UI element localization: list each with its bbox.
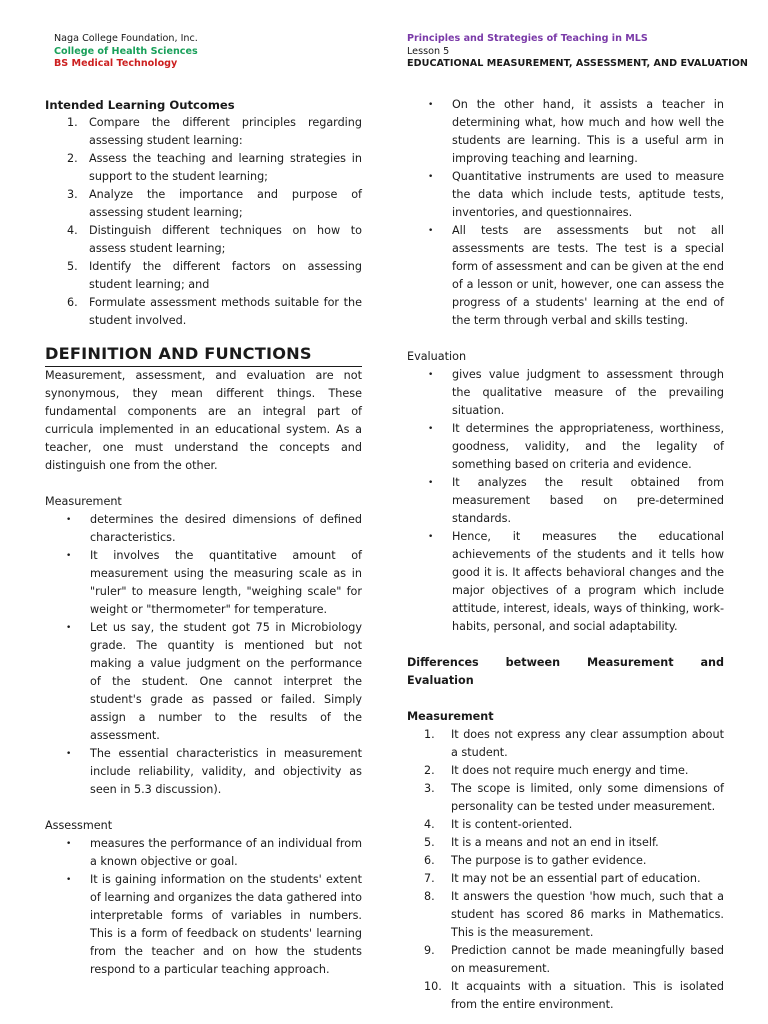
bullet-icon: • bbox=[428, 172, 434, 182]
list-item bbox=[45, 547, 362, 619]
list-text: It does not require much energy and time. bbox=[451, 764, 689, 777]
list-text: The scope is limited, only some dimensions of personality can be tested under measurement. bbox=[451, 782, 724, 813]
definition-heading: DEFINITION AND FUNCTIONS bbox=[45, 343, 362, 367]
list-item bbox=[407, 474, 724, 528]
bullet-icon: • bbox=[66, 515, 72, 525]
list-number: 7. bbox=[424, 872, 435, 885]
list-item bbox=[45, 258, 362, 294]
list-number: 2. bbox=[67, 152, 78, 165]
list-item bbox=[45, 294, 362, 330]
list-item bbox=[407, 168, 724, 222]
measurement-label: Measurement bbox=[45, 495, 122, 508]
measurement-bullets bbox=[45, 511, 362, 799]
list-number: 4. bbox=[67, 224, 78, 237]
list-number: 4. bbox=[424, 818, 435, 831]
lesson-topic: EDUCATIONAL MEASUREMENT, ASSESSMENT, AND EVALUATION bbox=[407, 58, 749, 70]
bullet-icon: • bbox=[428, 100, 434, 110]
bullet-icon: • bbox=[66, 551, 72, 561]
institution-name: Naga College Foundation, Inc. bbox=[54, 33, 198, 44]
list-text: It does not express any clear assumption about a student. bbox=[451, 728, 724, 759]
list-item bbox=[45, 745, 362, 799]
bullet-icon: • bbox=[428, 532, 434, 542]
list-text: It is a means and not an end in itself. bbox=[451, 836, 659, 849]
list-item bbox=[407, 888, 724, 942]
list-item bbox=[45, 619, 362, 745]
list-item bbox=[45, 114, 362, 150]
bullet-icon: • bbox=[66, 623, 72, 633]
list-text: It involves the quantitative amount of measurement using the measuring scale as in "ruler" to measure length, "weighing scale" for weight or "thermometer" for temperature. bbox=[90, 549, 362, 616]
list-item bbox=[407, 762, 724, 780]
bullet-icon: • bbox=[66, 875, 72, 885]
list-item bbox=[407, 816, 724, 834]
list-item bbox=[407, 942, 724, 978]
header-right bbox=[407, 33, 748, 71]
list-text: Formulate assessment methods suitable for the student involved. bbox=[89, 296, 362, 327]
list-number: 3. bbox=[67, 188, 78, 201]
differences-heading: Differences between Measurement and Evaluation bbox=[407, 656, 724, 687]
college-name: College of Health Sciences bbox=[54, 45, 198, 57]
header-left bbox=[54, 33, 198, 71]
list-number: 5. bbox=[67, 260, 78, 273]
list-number: 1. bbox=[424, 728, 435, 741]
list-item bbox=[407, 222, 724, 330]
list-item bbox=[45, 186, 362, 222]
list-number: 8. bbox=[424, 890, 435, 903]
list-text: determines the desired dimensions of defined characteristics. bbox=[90, 513, 362, 544]
list-text: It is gaining information on the students' extent of learning and organizes the data gathered into interpretable forms of variables in numbers. This is a form of feedback on students' learning from the teacher and on how the students respond to a particular teaching approach. bbox=[90, 873, 362, 976]
list-item bbox=[407, 852, 724, 870]
list-text: Hence, it measures the educational achievements of the students and it tells how good it is. It affects behavioral changes and the major objectives of a program which include attitude, interest, ideals, ways of thinking, work-habits, personal, and social adaptability. bbox=[452, 530, 724, 633]
list-text: It analyzes the result obtained from measurement based on pre-determined standards. bbox=[452, 476, 724, 525]
list-number: 2. bbox=[424, 764, 435, 777]
list-text: The purpose is to gather evidence. bbox=[451, 854, 647, 867]
list-number: 3. bbox=[424, 782, 435, 795]
list-text: It may not be an essential part of education. bbox=[451, 872, 701, 885]
list-number: 6. bbox=[424, 854, 435, 867]
lesson-number: Lesson 5 bbox=[407, 45, 450, 57]
assessment-bullets-left bbox=[45, 835, 362, 979]
list-number: 6. bbox=[67, 296, 78, 309]
list-number: 1. bbox=[67, 116, 78, 129]
list-number: 10. bbox=[424, 980, 442, 993]
bullet-icon: • bbox=[66, 749, 72, 759]
right-column bbox=[407, 96, 724, 1014]
list-text: Distinguish different techniques on how to assess student learning; bbox=[89, 224, 362, 255]
list-text: Quantitative instruments are used to measure the data which include tests, aptitude tests, inventories, and questionnaires. bbox=[452, 170, 724, 219]
ilo-list bbox=[45, 114, 362, 330]
bullet-icon: • bbox=[428, 478, 434, 488]
list-item bbox=[407, 726, 724, 762]
bullet-icon: • bbox=[428, 370, 434, 380]
bullet-icon: • bbox=[428, 226, 434, 236]
list-text: Identify the different factors on assessing student learning; and bbox=[89, 260, 362, 291]
list-item bbox=[407, 870, 724, 888]
program-name: BS Medical Technology bbox=[54, 58, 178, 70]
list-text: Assess the teaching and learning strategies in support to the student learning; bbox=[89, 152, 362, 183]
course-title: Principles and Strategies of Teaching in MLS bbox=[407, 33, 648, 44]
list-text: It is content-oriented. bbox=[451, 818, 573, 831]
list-number: 5. bbox=[424, 836, 435, 849]
bullet-icon: • bbox=[66, 839, 72, 849]
list-item bbox=[407, 366, 724, 420]
left-column bbox=[45, 96, 362, 979]
differences-list bbox=[407, 726, 724, 1014]
list-text: The essential characteristics in measurement include reliability, validity, and objectivity as seen in 5.3 discussion). bbox=[90, 747, 362, 796]
list-text: It answers the question 'how much, such that a student has scored 86 marks in Mathematics. This is the measurement. bbox=[451, 890, 724, 939]
ilo-heading: Intended Learning Outcomes bbox=[45, 98, 235, 112]
list-text: measures the performance of an individual from a known objective or goal. bbox=[90, 837, 362, 868]
list-item bbox=[407, 780, 724, 816]
list-item bbox=[407, 96, 724, 168]
bullet-icon: • bbox=[428, 424, 434, 434]
evaluation-label: Evaluation bbox=[407, 350, 467, 363]
list-number: 9. bbox=[424, 944, 435, 957]
list-item bbox=[407, 420, 724, 474]
list-text: gives value judgment to assessment through the qualitative measure of the prevailing situation. bbox=[452, 368, 724, 417]
assessment-bullets-right bbox=[407, 96, 724, 330]
list-item bbox=[407, 834, 724, 852]
assessment-label: Assessment bbox=[45, 819, 113, 832]
list-text: It determines the appropriateness, worthiness, goodness, validity, and the legality of something based on criteria and evidence. bbox=[452, 422, 724, 471]
list-item bbox=[407, 528, 724, 636]
list-text: On the other hand, it assists a teacher in determining what, how much and how well the students are learning. This is a useful arm in improving teaching and learning. bbox=[452, 98, 724, 165]
list-text: Analyze the importance and purpose of assessing student learning; bbox=[89, 188, 362, 219]
list-item bbox=[407, 978, 724, 1014]
list-text: Let us say, the student got 75 in Microbiology grade. The quantity is mentioned but not making a value judgment on the performance of the student. One cannot interpret the student's grade as passed or failed. Simply assign a number to the results of the assessment. bbox=[90, 621, 362, 742]
list-item bbox=[45, 871, 362, 979]
list-text: Prediction cannot be made meaningfully based on measurement. bbox=[451, 944, 724, 975]
list-item bbox=[45, 835, 362, 871]
evaluation-bullets bbox=[407, 366, 724, 636]
list-text: Compare the different principles regarding assessing student learning: bbox=[89, 116, 362, 147]
list-text: All tests are assessments but not all assessments are tests. The test is a special form of assessment and can be given at the end of a lesson or unit, however, one can assess the progress of a students' learning at the end of the term through verbal and skills testing. bbox=[452, 224, 724, 327]
differences-measurement-heading: Measurement bbox=[407, 710, 494, 723]
definition-intro: Measurement, assessment, and evaluation are not synonymous, they mean different things. These fundamental components are an integral part of curricula implemented in an educational system. As a teacher, one must understand the concepts and distinguish one from the other. bbox=[45, 369, 362, 472]
list-item bbox=[45, 222, 362, 258]
list-item bbox=[45, 150, 362, 186]
list-text: It acquaints with a situation. This is isolated from the entire environment. bbox=[451, 980, 724, 1011]
list-item bbox=[45, 511, 362, 547]
